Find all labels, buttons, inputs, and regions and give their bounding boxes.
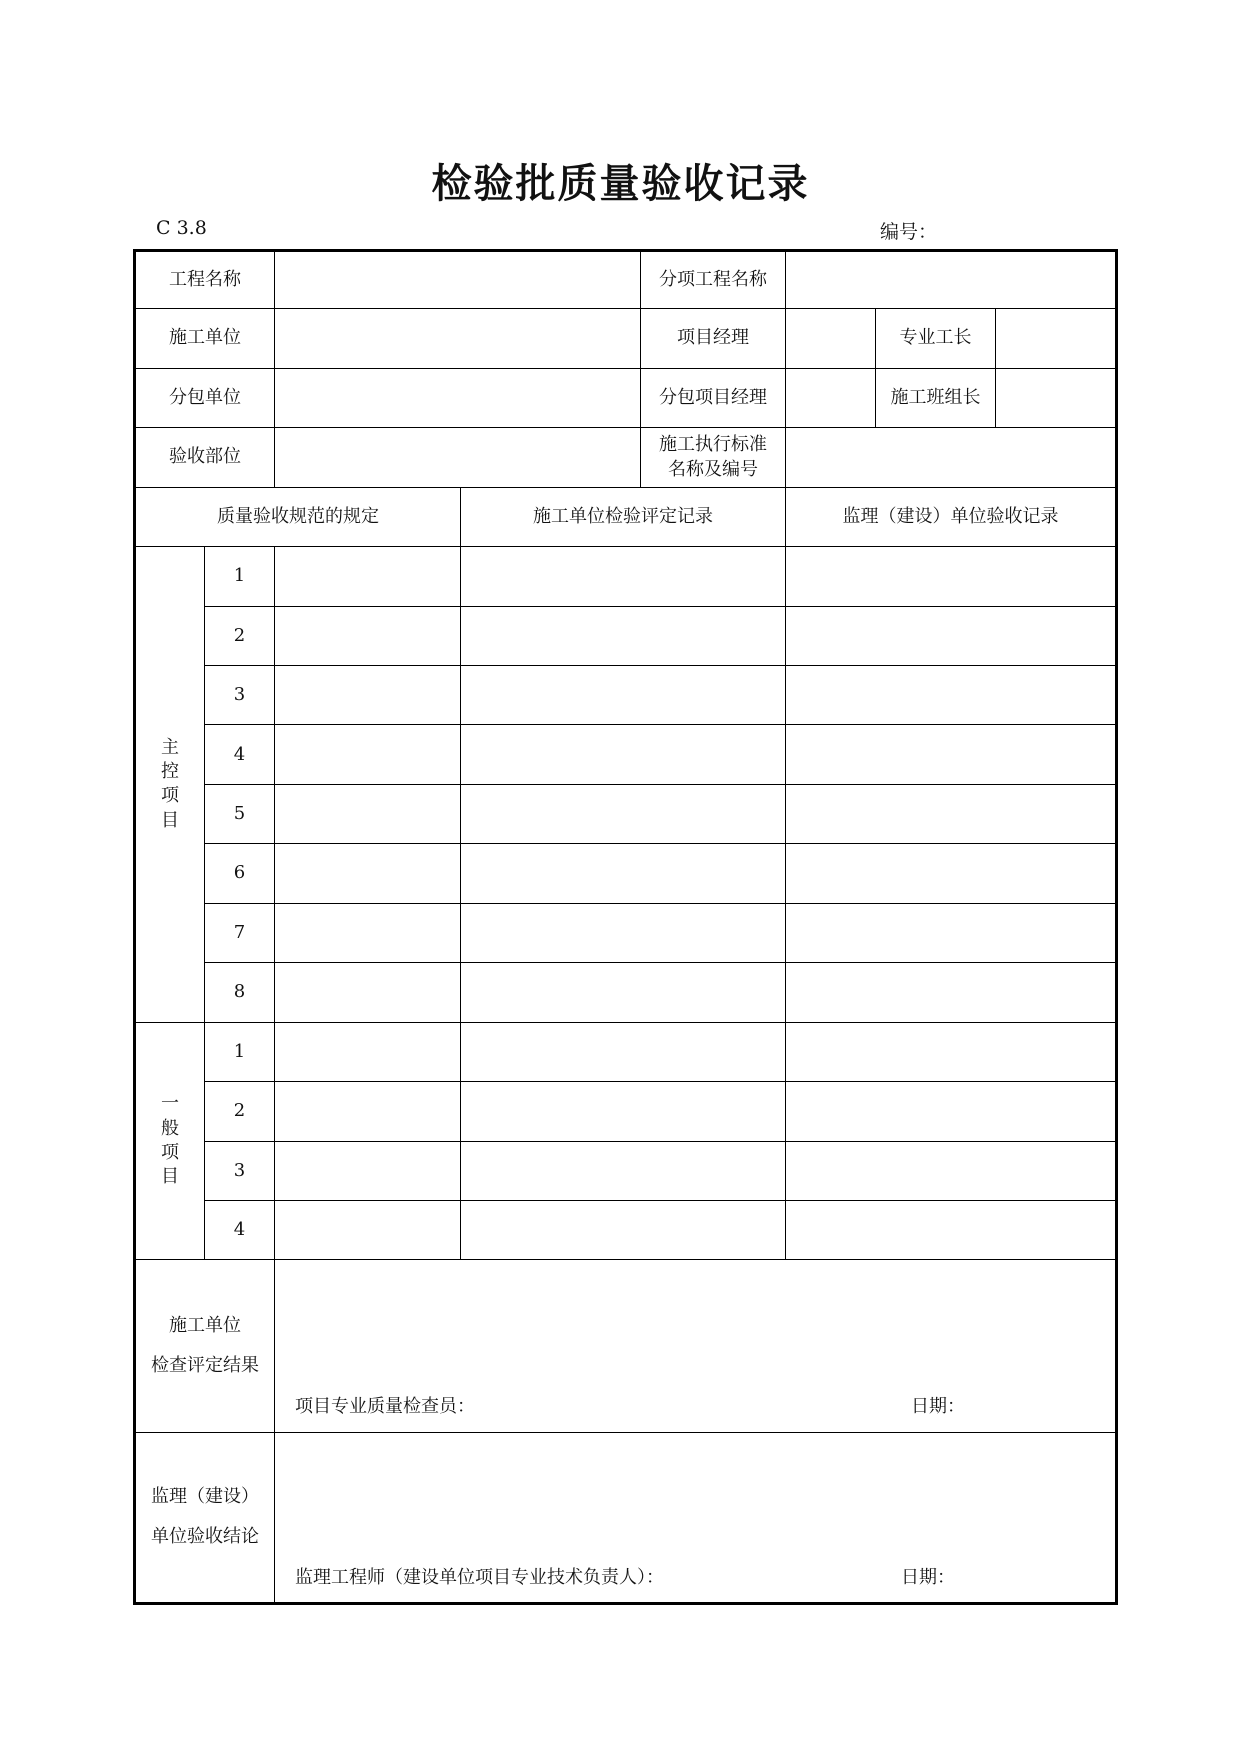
general-items-char: 一: [161, 1093, 179, 1115]
general-item-spec[interactable]: [275, 1200, 461, 1259]
general-item-supervisor-record[interactable]: [786, 1082, 1117, 1141]
main-item-spec[interactable]: [275, 844, 461, 903]
general-item-number: 4: [205, 1200, 275, 1259]
main-item-contractor-record[interactable]: [461, 903, 786, 962]
main-items-char: 控: [161, 761, 179, 783]
project-manager-field[interactable]: [786, 309, 876, 368]
main-item-spec[interactable]: [275, 666, 461, 725]
main-item-spec[interactable]: [275, 606, 461, 665]
supervisor-date-label: 日期：: [901, 1566, 956, 1588]
general-item-spec[interactable]: [275, 1022, 461, 1081]
main-item-contractor-record[interactable]: [461, 725, 786, 784]
spec-column-header: 质量验收规范的规定: [135, 487, 461, 546]
foreman-label: 专业工长: [876, 309, 996, 368]
contractor-record-header: 施工单位检验评定记录: [461, 487, 786, 546]
supervisor-record-header: 监理（建设）单位验收记录: [786, 487, 1117, 546]
main-item-number: 2: [205, 606, 275, 665]
subcontract-manager-field[interactable]: [786, 368, 876, 427]
contractor-result-label: [135, 1260, 275, 1432]
main-item-supervisor-record[interactable]: [786, 903, 1117, 962]
main-item-supervisor-record[interactable]: [786, 547, 1117, 606]
general-item-supervisor-record[interactable]: [786, 1141, 1117, 1200]
main-item-number: 4: [205, 725, 275, 784]
general-items-char: 般: [161, 1117, 179, 1139]
inspector-signature-label: 项目专业质量检查员：: [295, 1396, 475, 1418]
subcontract-unit-field[interactable]: [275, 368, 641, 427]
standard-field[interactable]: [786, 428, 1117, 487]
acceptance-part-field[interactable]: [275, 428, 641, 487]
general-item-contractor-record[interactable]: [461, 1082, 786, 1141]
main-item-contractor-record[interactable]: [461, 784, 786, 843]
contractor-result-field[interactable]: [275, 1260, 1117, 1432]
main-item-number: 6: [205, 844, 275, 903]
main-item-number: 7: [205, 903, 275, 962]
main-item-contractor-record[interactable]: [461, 666, 786, 725]
main-items-char: 主: [161, 736, 179, 758]
main-items-char: 目: [161, 809, 179, 831]
sub-project-name-label: 分项工程名称: [641, 251, 786, 309]
general-item-number: 3: [205, 1141, 275, 1200]
main-item-contractor-record[interactable]: [461, 606, 786, 665]
supervisor-result-label-line2: 单位验收结论: [151, 1526, 259, 1548]
standard-label-line1: 施工执行标准: [659, 434, 767, 456]
general-items-char: 项: [161, 1142, 179, 1164]
general-item-number: 2: [205, 1082, 275, 1141]
main-item-supervisor-record[interactable]: [786, 844, 1117, 903]
general-item-contractor-record[interactable]: [461, 1200, 786, 1259]
contractor-result-label-line2: 检查评定结果: [151, 1355, 259, 1377]
team-leader-label: 施工班组长: [876, 368, 996, 427]
general-item-spec[interactable]: [275, 1082, 461, 1141]
main-item-spec[interactable]: [275, 963, 461, 1022]
general-item-supervisor-record[interactable]: [786, 1200, 1117, 1259]
subcontract-unit-label: 分包单位: [135, 368, 275, 427]
main-items-char: 项: [161, 785, 179, 807]
number-label: 编号：: [880, 221, 938, 243]
main-item-spec[interactable]: [275, 903, 461, 962]
general-item-spec[interactable]: [275, 1141, 461, 1200]
main-item-spec[interactable]: [275, 784, 461, 843]
standard-label-line2: 名称及编号: [668, 458, 758, 480]
general-item-contractor-record[interactable]: [461, 1022, 786, 1081]
general-item-supervisor-record[interactable]: [786, 1022, 1117, 1081]
contractor-result-label-line1: 施工单位: [169, 1315, 241, 1337]
main-item-contractor-record[interactable]: [461, 547, 786, 606]
project-name-field[interactable]: [275, 251, 641, 309]
page-title: 检验批质量验收记录: [431, 160, 810, 207]
main-item-contractor-record[interactable]: [461, 844, 786, 903]
main-item-supervisor-record[interactable]: [786, 963, 1117, 1022]
supervisor-result-label-line1: 监理（建设）: [151, 1486, 259, 1508]
sub-project-name-field[interactable]: [786, 251, 1117, 309]
team-leader-field[interactable]: [996, 368, 1117, 427]
main-item-contractor-record[interactable]: [461, 963, 786, 1022]
main-item-number: 5: [205, 784, 275, 843]
main-item-number: 3: [205, 666, 275, 725]
main-item-supervisor-record[interactable]: [786, 725, 1117, 784]
general-items-char: 目: [161, 1166, 179, 1188]
main-item-supervisor-record[interactable]: [786, 666, 1117, 725]
form-code: C 3.8: [156, 217, 207, 239]
main-item-spec[interactable]: [275, 725, 461, 784]
general-item-contractor-record[interactable]: [461, 1141, 786, 1200]
main-item-number: 8: [205, 963, 275, 1022]
main-item-spec[interactable]: [275, 547, 461, 606]
subcontract-manager-label: 分包项目经理: [641, 368, 786, 427]
contractor-date-label: 日期：: [911, 1396, 966, 1418]
project-manager-label: 项目经理: [641, 309, 786, 368]
main-item-supervisor-record[interactable]: [786, 606, 1117, 665]
foreman-field[interactable]: [996, 309, 1117, 368]
acceptance-part-label: 验收部位: [135, 428, 275, 487]
engineer-signature-label: 监理工程师（建设单位项目专业技术负责人）：: [295, 1566, 664, 1588]
acceptance-form-table: [133, 249, 1118, 1605]
construction-unit-field[interactable]: [275, 309, 641, 368]
standard-label: [641, 428, 786, 487]
supervisor-result-field[interactable]: [275, 1432, 1117, 1603]
project-name-label: 工程名称: [135, 251, 275, 309]
general-items-label: [135, 1022, 205, 1260]
main-item-supervisor-record[interactable]: [786, 784, 1117, 843]
general-item-number: 1: [205, 1022, 275, 1081]
construction-unit-label: 施工单位: [135, 309, 275, 368]
main-item-number: 1: [205, 547, 275, 606]
main-items-label: [135, 547, 205, 1023]
supervisor-result-label: [135, 1432, 275, 1603]
